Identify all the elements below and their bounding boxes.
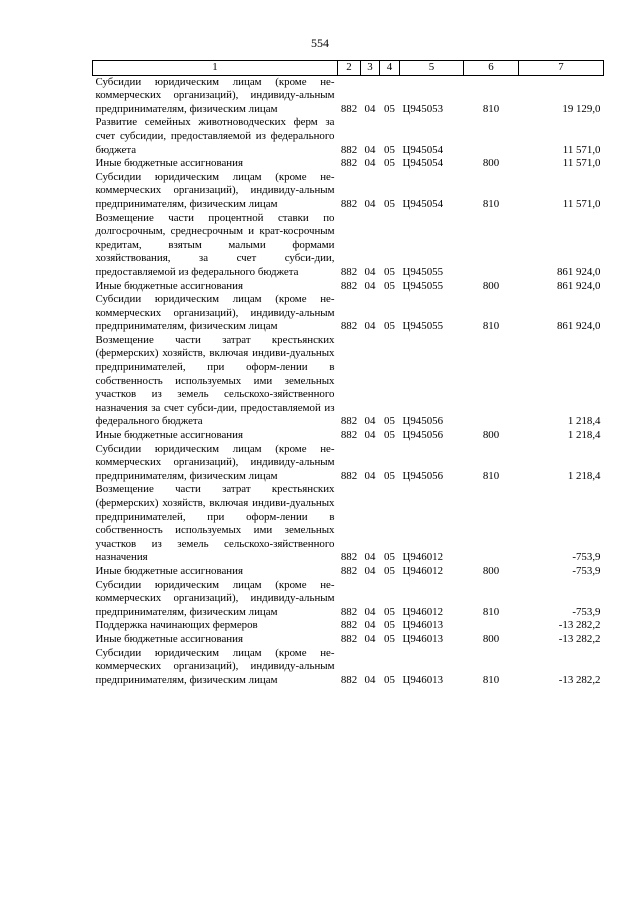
header-col-7: 7 — [519, 61, 604, 76]
row-name: Возмещение части процентной ставки по долгосрочным, среднесрочным и крат-косрочным кредитам, взятым малыми формами хозяйствования, за счет субси-дии, предоставляемой из федерального бюджета — [95, 211, 335, 278]
row-section-code: 04 — [364, 320, 376, 333]
row-target-code: Ц945053 — [402, 102, 444, 115]
row-expense-type-code — [464, 483, 519, 565]
row-subsection-code: 05 — [384, 564, 395, 577]
row-subsection-code: 05 — [384, 605, 395, 618]
row-subsection-code: 05 — [384, 551, 395, 564]
row-ved-code: 882 — [340, 551, 358, 564]
row-target-code: Ц946012 — [402, 551, 444, 564]
row-subsection-code: 05 — [384, 632, 395, 645]
row-name: Иные бюджетные ассигнования — [95, 157, 243, 170]
row-expense-type-code — [464, 116, 519, 157]
row-ved-code: 882 — [340, 279, 358, 292]
row-ved-code: 882 — [340, 605, 358, 618]
row-expense-type-code: 810 — [482, 673, 500, 686]
table-row — [93, 633, 604, 647]
row-amount: 861 924,0 — [556, 265, 601, 278]
row-target-code: Ц946012 — [402, 605, 444, 618]
row-amount: 1 218,4 — [567, 429, 601, 442]
table-body — [93, 75, 604, 687]
table-row — [93, 280, 604, 294]
row-expense-type-code: 810 — [482, 605, 500, 618]
row-target-code: Ц945055 — [402, 279, 444, 292]
table-header — [93, 61, 604, 76]
row-amount: 1 218,4 — [567, 469, 601, 482]
header-col-5: 5 — [400, 61, 464, 76]
header-col-2: 2 — [338, 61, 361, 76]
row-expense-type-code: 800 — [482, 564, 500, 577]
row-target-code: Ц945056 — [402, 429, 444, 442]
row-subsection-code: 05 — [384, 469, 395, 482]
table-row — [93, 429, 604, 443]
table-row — [93, 157, 604, 171]
row-amount: -753,9 — [572, 564, 601, 577]
budget-table — [92, 60, 604, 687]
row-section-code: 04 — [364, 673, 376, 686]
row-section-code: 04 — [364, 551, 376, 564]
row-name: Иные бюджетные ассигнования — [95, 632, 243, 645]
row-ved-code: 882 — [340, 469, 358, 482]
row-target-code: Ц945056 — [402, 469, 444, 482]
row-ved-code: 882 — [340, 415, 358, 428]
row-subsection-code: 05 — [384, 415, 395, 428]
table-row — [93, 212, 604, 280]
row-section-code: 04 — [364, 564, 376, 577]
row-section-code: 04 — [364, 469, 376, 482]
row-ved-code: 882 — [340, 265, 358, 278]
row-ved-code: 882 — [340, 429, 358, 442]
row-subsection-code: 05 — [384, 279, 395, 292]
row-name: Иные бюджетные ассигнования — [95, 429, 243, 442]
row-subsection-code: 05 — [384, 320, 395, 333]
row-amount: 861 924,0 — [556, 320, 601, 333]
row-expense-type-code — [464, 619, 519, 633]
row-name: Субсидии юридическим лицам (кроме не-коммерческих организаций), индивиду-альным предпринимателям, физическим лицам — [95, 293, 335, 333]
row-section-code: 04 — [364, 619, 376, 632]
table-row — [93, 443, 604, 484]
row-name: Иные бюджетные ассигнования — [95, 279, 243, 292]
row-target-code: Ц945054 — [402, 197, 444, 210]
row-name: Возмещение части затрат крестьянских (фермерских) хозяйств, включая индиви-дуальных предпринимателей, при оформ-лении в собственность используемых ими земельных участков из земель сельскохо-зяйственного назначения за счет субси-дии, предоставляемой из федерального бюджета — [95, 333, 335, 428]
row-section-code: 04 — [364, 157, 376, 170]
table-row — [93, 619, 604, 633]
row-amount: -13 282,2 — [558, 619, 601, 632]
row-expense-type-code: 800 — [482, 157, 500, 170]
row-subsection-code: 05 — [384, 157, 395, 170]
row-ved-code: 882 — [340, 102, 358, 115]
table-row — [93, 293, 604, 334]
row-ved-code: 882 — [340, 143, 358, 156]
row-target-code: Ц946013 — [402, 673, 444, 686]
header-row — [93, 61, 604, 76]
row-expense-type-code: 800 — [482, 429, 500, 442]
row-subsection-code: 05 — [384, 102, 395, 115]
row-name: Возмещение части затрат крестьянских (фермерских) хозяйств, включая индиви-дуальных предпринимателей, при оформ-лении в собственность используемых ими земельных участков из земель сельскохо-зяйственного назначения — [95, 483, 335, 564]
row-expense-type-code: 800 — [482, 279, 500, 292]
row-section-code: 04 — [364, 143, 376, 156]
table-row — [93, 171, 604, 212]
row-expense-type-code — [464, 212, 519, 280]
row-subsection-code: 05 — [384, 673, 395, 686]
row-target-code: Ц946012 — [402, 564, 444, 577]
table-row — [93, 483, 604, 565]
row-ved-code: 882 — [340, 157, 358, 170]
row-target-code: Ц945055 — [402, 320, 444, 333]
table-row — [93, 75, 604, 116]
row-amount: -753,9 — [572, 551, 601, 564]
row-ved-code: 882 — [340, 564, 358, 577]
table-row — [93, 647, 604, 688]
row-subsection-code: 05 — [384, 143, 395, 156]
row-ved-code: 882 — [340, 197, 358, 210]
row-target-code: Ц945054 — [402, 143, 444, 156]
row-target-code: Ц945054 — [402, 157, 444, 170]
row-target-code: Ц946013 — [402, 619, 444, 632]
row-name: Субсидии юридическим лицам (кроме не-коммерческих организаций), индивиду-альным предпринимателям, физическим лицам — [95, 442, 335, 482]
page-number: 554 — [311, 36, 329, 50]
row-section-code: 04 — [364, 415, 376, 428]
row-amount: -753,9 — [572, 605, 601, 618]
row-section-code: 04 — [364, 265, 376, 278]
row-expense-type-code: 800 — [482, 632, 500, 645]
row-target-code: Ц945055 — [402, 265, 444, 278]
row-expense-type-code: 810 — [482, 102, 500, 115]
row-name: Развитие семейных животноводческих ферм за счет субсидии, предоставляемой из федерального бюджета — [95, 116, 335, 156]
row-expense-type-code: 810 — [482, 197, 500, 210]
row-section-code: 04 — [364, 429, 376, 442]
row-name: Субсидии юридическим лицам (кроме не-коммерческих организаций), индивиду-альным предпринимателям, физическим лицам — [95, 578, 335, 618]
row-ved-code: 882 — [340, 320, 358, 333]
header-col-6: 6 — [464, 61, 519, 76]
row-amount: 11 571,0 — [562, 197, 601, 210]
row-expense-type-code: 810 — [482, 469, 500, 482]
row-name: Поддержка начинающих фермеров — [95, 619, 258, 632]
row-name: Субсидии юридическим лицам (кроме не-коммерческих организаций), индивиду-альным предпринимателям, физическим лицам — [95, 170, 335, 210]
table-row — [93, 565, 604, 579]
row-amount: 1 218,4 — [567, 415, 601, 428]
row-target-code: Ц946013 — [402, 632, 444, 645]
header-col-3: 3 — [361, 61, 380, 76]
row-subsection-code: 05 — [384, 265, 395, 278]
row-subsection-code: 05 — [384, 197, 395, 210]
row-amount: -13 282,2 — [558, 632, 601, 645]
row-ved-code: 882 — [340, 619, 358, 632]
row-amount: 11 571,0 — [562, 143, 601, 156]
row-ved-code: 882 — [340, 673, 358, 686]
row-section-code: 04 — [364, 197, 376, 210]
row-expense-type-code — [464, 334, 519, 429]
table-row — [93, 334, 604, 429]
row-section-code: 04 — [364, 632, 376, 645]
row-amount: -13 282,2 — [558, 673, 601, 686]
row-expense-type-code: 810 — [482, 320, 500, 333]
row-ved-code: 882 — [340, 632, 358, 645]
row-target-code: Ц945056 — [402, 415, 444, 428]
header-col-4: 4 — [380, 61, 400, 76]
row-subsection-code: 05 — [384, 619, 395, 632]
table-row — [93, 116, 604, 157]
row-amount: 11 571,0 — [562, 157, 601, 170]
row-name: Субсидии юридическим лицам (кроме не-коммерческих организаций), индивиду-альным предпринимателям, физическим лицам — [95, 646, 335, 686]
row-section-code: 04 — [364, 605, 376, 618]
row-section-code: 04 — [364, 102, 376, 115]
row-name: Субсидии юридическим лицам (кроме не-коммерческих организаций), индивиду-альным предпринимателям, физическим лицам — [95, 75, 335, 115]
row-section-code: 04 — [364, 279, 376, 292]
row-name: Иные бюджетные ассигнования — [95, 564, 243, 577]
row-subsection-code: 05 — [384, 429, 395, 442]
header-col-1: 1 — [93, 61, 338, 76]
table-row — [93, 579, 604, 620]
row-amount: 861 924,0 — [556, 279, 601, 292]
row-amount: 19 129,0 — [562, 102, 601, 115]
